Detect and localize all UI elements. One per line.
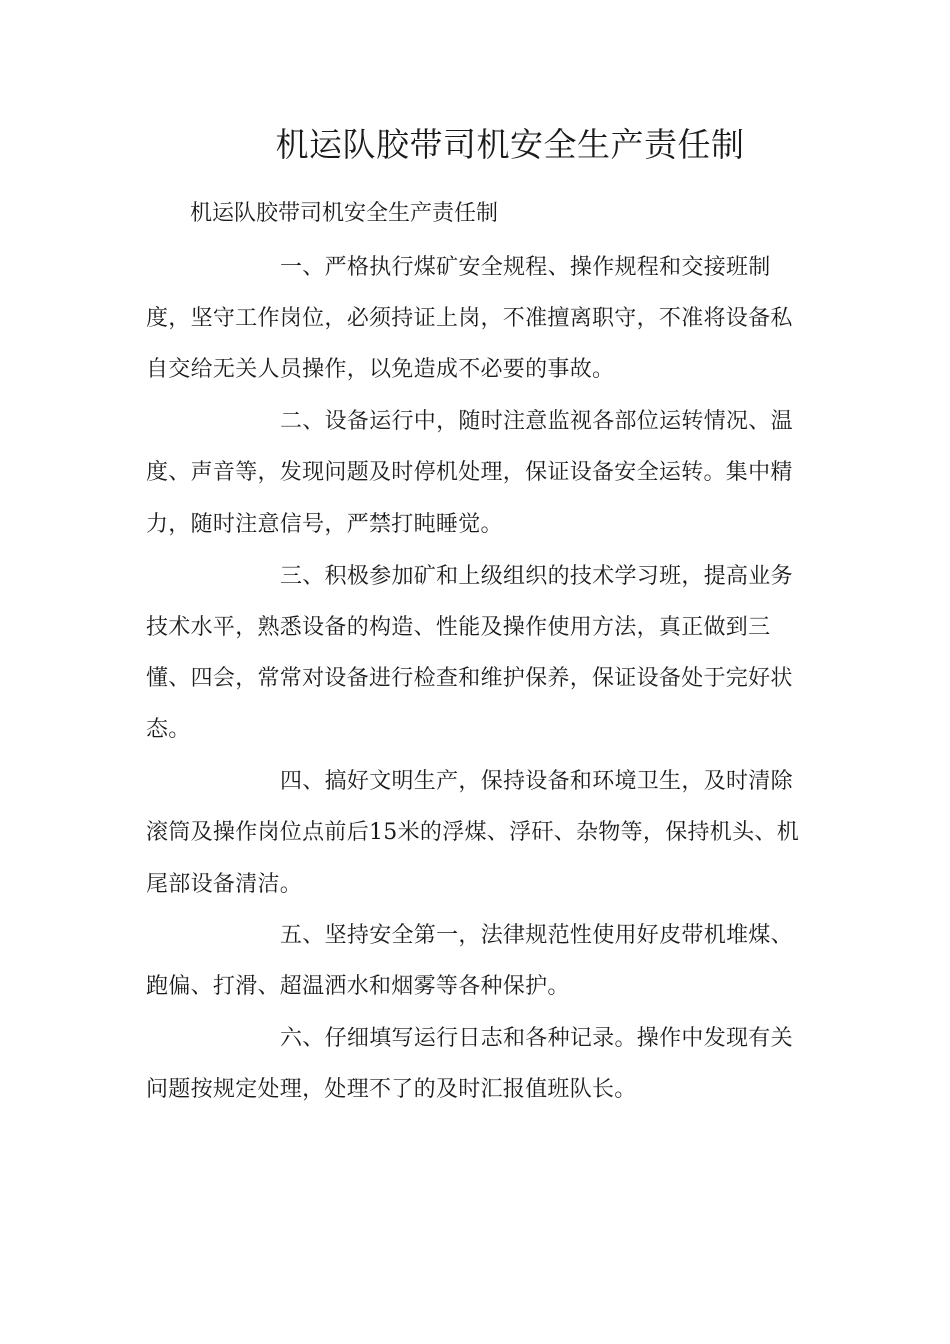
paragraph-2-line-3: 力，随时注意信号，严禁打盹睡觉。 bbox=[146, 512, 503, 537]
paragraph-3-line-1: 三、积极参加矿和上级组织的技术学习班，提高业务 bbox=[280, 564, 793, 589]
paragraph-4-line-1: 四、搞好文明生产，保持设备和环境卫生，及时清除 bbox=[280, 769, 793, 794]
paragraph-2-line-2: 度、声音等，发现问题及时停机处理，保证设备安全运转。集中精 bbox=[146, 460, 793, 485]
paragraph-3-line-3: 懂、四会，常常对设备进行检查和维护保养，保证设备处于完好状 bbox=[146, 666, 793, 691]
paragraph-4-line-2: 滚筒及操作岗位点前后15米的浮煤、浮矸、杂物等，保持机头、机 bbox=[146, 820, 799, 845]
paragraph-2-line-1: 二、设备运行中，随时注意监视各部位运转情况、温 bbox=[280, 409, 793, 434]
paragraph-5-line-1: 五、坚持安全第一，法律规范性使用好皮带机堆煤、 bbox=[280, 923, 793, 948]
paragraph-6-line-1: 六、仔细填写运行日志和各种记录。操作中发现有关 bbox=[280, 1026, 793, 1051]
paragraph-6-line-2: 问题按规定处理，处理不了的及时汇报值班队长。 bbox=[146, 1077, 637, 1102]
paragraph-3-line-2: 技术水平，熟悉设备的构造、性能及操作使用方法，真正做到三 bbox=[146, 615, 771, 640]
paragraph-5-line-2: 跑偏、打滑、超温洒水和烟雾等各种保护。 bbox=[146, 974, 570, 999]
paragraph-1-line-1: 一、严格执行煤矿安全规程、操作规程和交接班制 bbox=[280, 255, 771, 280]
paragraph-1-line-3: 自交给无关人员操作，以免造成不必要的事故。 bbox=[146, 357, 615, 382]
paragraph-3-line-4: 态。 bbox=[146, 717, 191, 742]
document-subtitle: 机运队胶带司机安全生产责任制 bbox=[190, 201, 499, 226]
paragraph-1-line-2: 度，坚守工作岗位，必须持证上岗，不准擅离职守，不准将设备私 bbox=[146, 306, 793, 331]
document-title: 机运队胶带司机安全生产责任制 bbox=[275, 125, 745, 164]
paragraph-4-line-3: 尾部设备清洁。 bbox=[146, 872, 303, 897]
